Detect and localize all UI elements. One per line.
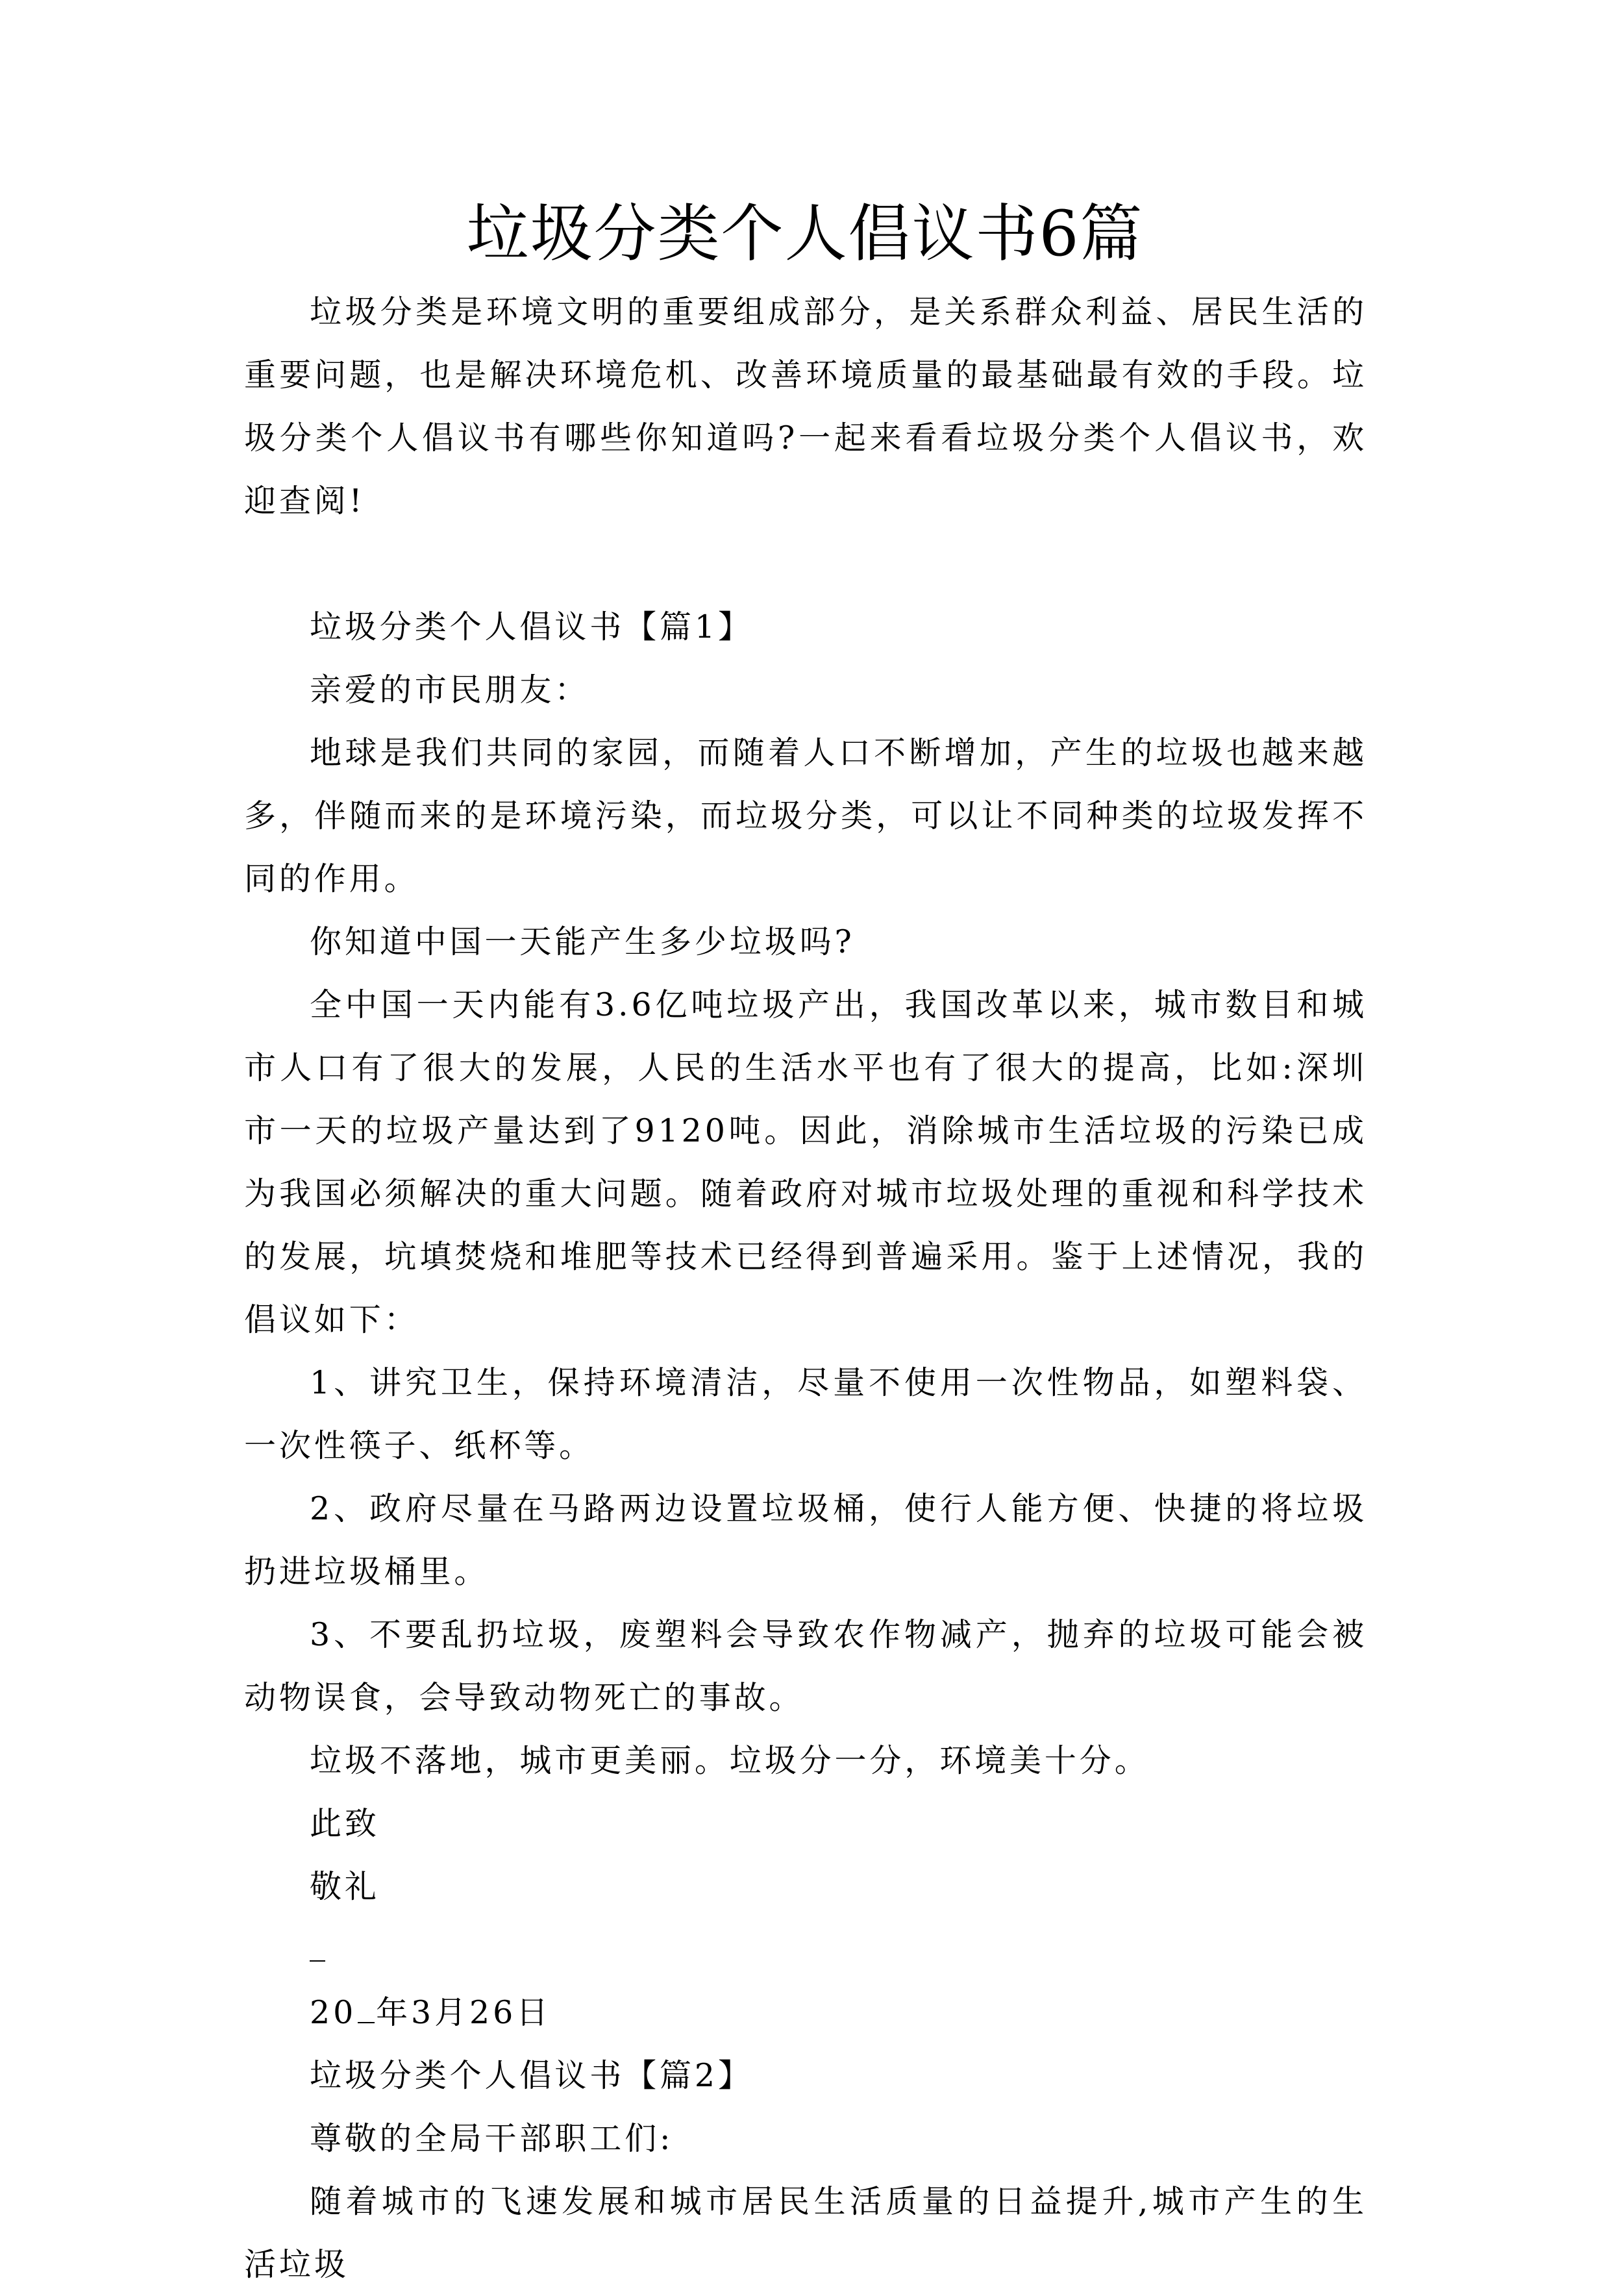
date-blank <box>358 1996 375 2023</box>
body-paragraph: 你知道中国一天能产生多少垃圾吗? <box>310 923 855 960</box>
salutation: 亲爱的市民朋友： <box>310 671 590 708</box>
slogan-paragraph: 垃圾不落地，城市更美丽。垃圾分一分，环境美十分。 <box>310 1742 1150 1779</box>
document-title: 垃圾分类个人倡议书6篇 <box>466 197 1144 270</box>
document-body <box>244 281 1367 2296</box>
section-heading: 垃圾分类个人倡议书【篇2】 <box>310 2057 753 2094</box>
intro-paragraph: 垃圾分类是环境文明的重要组成部分，是关系群众利益、居民生活的重要问题，也是解决环境危机、改善环境质量的最基础最有效的手段。垃圾分类个人倡议书有哪些你知道吗?一起来看看垃圾分类个人倡议书，欢迎查阅! <box>244 293 1367 519</box>
letter-date <box>244 1981 1367 2044</box>
proposal-item: 3、不要乱扔垃圾，废塑料会导致农作物减产，抛弃的垃圾可能会被动物误食，会导致动物死亡的事故。 <box>244 1616 1367 1716</box>
signature-line <box>310 1918 325 1981</box>
salutation: 尊敬的全局干部职工们: <box>310 2120 674 2157</box>
date-prefix: 20 <box>310 1994 357 2031</box>
closing-cizhi: 此致 <box>310 1805 380 1842</box>
proposal-item: 2、政府尽量在马路两边设置垃圾桶，使行人能方便、快捷的将垃圾扔进垃圾桶里。 <box>244 1490 1367 1590</box>
section-heading: 垃圾分类个人倡议书【篇1】 <box>310 608 753 645</box>
body-paragraph: 全中国一天内能有3.6亿吨垃圾产出，我国改革以来，城市数目和城市人口有了很大的发展，人民的生活水平也有了很大的提高，比如:深圳市一天的垃圾产量达到了9120吨。因此，消除城市生活垃圾的污染已成为我国必须解决的重大问题。随着政府对城市垃圾处理的重视和科学技术的发展，坑填焚烧和堆肥等技术已经得到普遍采用。鉴于上述情况，我的倡议如下： <box>244 986 1367 1338</box>
proposal-item: 1、讲究卫生，保持环境清洁，尽量不使用一次性物品，如塑料袋、一次性筷子、纸杯等。 <box>244 1364 1367 1464</box>
date-suffix: 年3月26日 <box>376 1994 552 2031</box>
blank-line <box>244 532 1367 595</box>
body-paragraph: 地球是我们共同的家园，而随着人口不断增加，产生的垃圾也越来越多，伴随而来的是环境污染，而垃圾分类，可以让不同种类的垃圾发挥不同的作用。 <box>244 734 1367 897</box>
closing-jingli: 敬礼 <box>310 1868 380 1905</box>
body-paragraph: 随着城市的飞速发展和城市居民生活质量的日益提升,城市产生的生活垃圾 <box>244 2183 1367 2283</box>
